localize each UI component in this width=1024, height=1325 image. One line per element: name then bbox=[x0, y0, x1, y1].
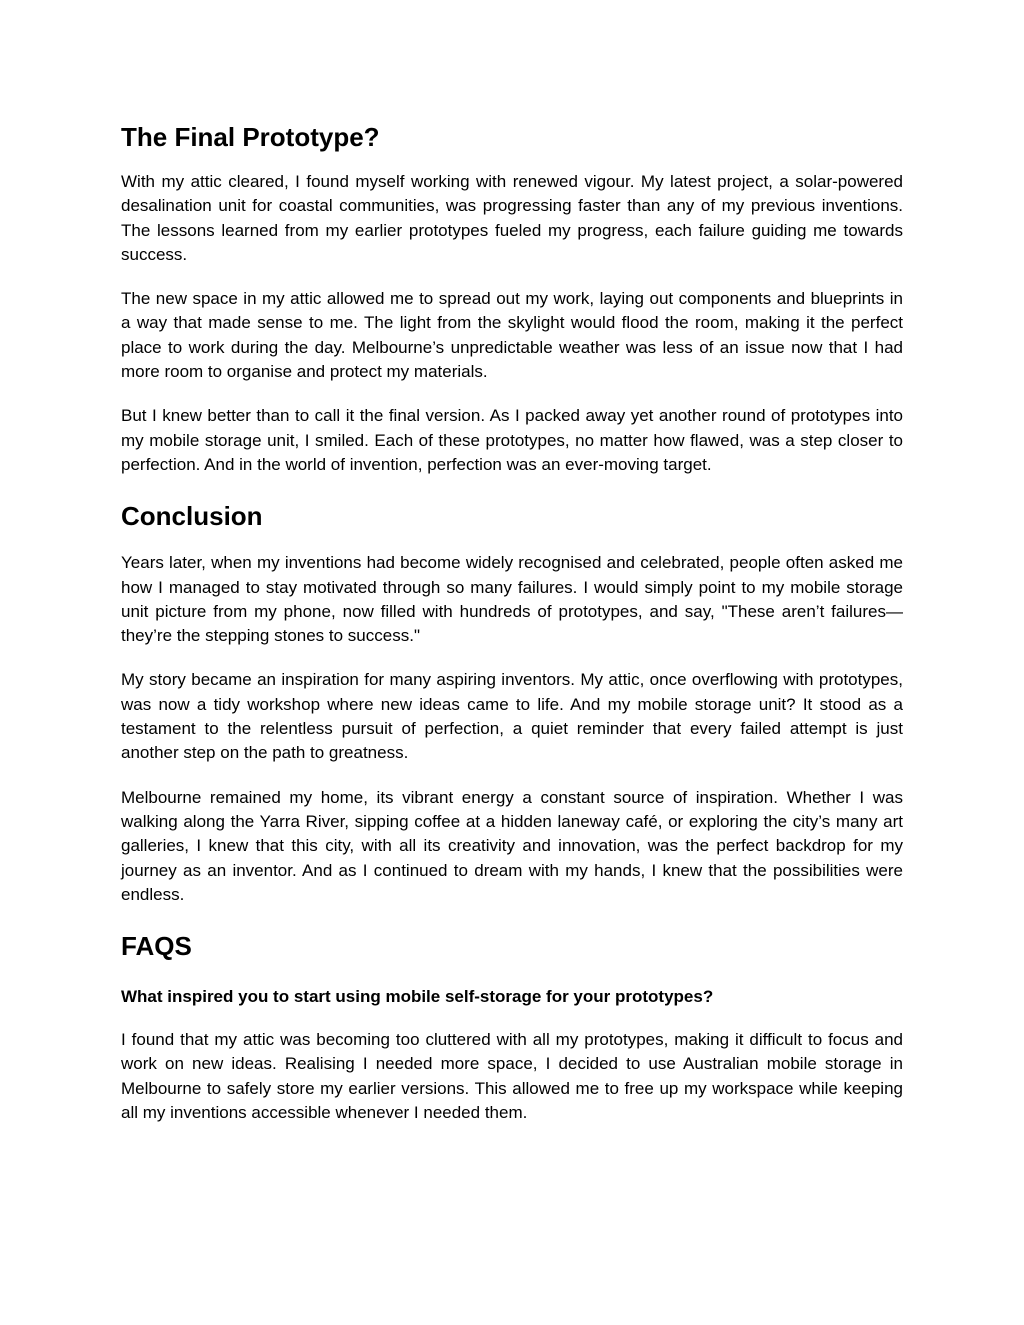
section-faqs bbox=[121, 930, 903, 1125]
paragraph: The new space in my attic allowed me to spread out my work, laying out components and blueprints in a way that made sense to me. The light from the skylight would flood the room, making it the perfect place to work during the day. Melbourne’s unpredictable weather was less of an issue now that I had more room to organise and protect my materials. bbox=[121, 289, 903, 382]
document-page bbox=[121, 0, 903, 1125]
faq-answer: I found that my attic was becoming too cluttered with all my prototypes, making it difficult to focus and work on new ideas. Realising I needed more space, I decided to use Australian mobile storage in Melbourne to safely store my earlier versions. This allowed me to free up my workspace while keeping all my inventions accessible whenever I needed them. bbox=[121, 1030, 903, 1123]
paragraph: Years later, when my inventions had become widely recognised and celebrated, people often asked me how I managed to stay motivated through so many failures. I would simply point to my mobile storage unit picture from my phone, now filled with hundreds of prototypes, and say, "These aren’t failures—they’re the stepping stones to success." bbox=[121, 553, 903, 646]
paragraph: But I knew better than to call it the final version. As I packed away yet another round of prototypes into my mobile storage unit, I smiled. Each of these prototypes, no matter how flawed, was a step closer to perfection. And in the world of invention, perfection was an ever-moving target. bbox=[121, 406, 903, 474]
heading-faqs: FAQS bbox=[121, 931, 192, 962]
paragraph: With my attic cleared, I found myself working with renewed vigour. My latest project, a solar-powered desalination unit for coastal communities, was progressing faster than any of my previous inventions. The lessons learned from my earlier prototypes fueled my progress, each failure guiding me towards success. bbox=[121, 172, 903, 264]
faq-question: What inspired you to start using mobile self-storage for your prototypes? bbox=[121, 987, 714, 1007]
section-final-prototype bbox=[121, 121, 903, 477]
section-conclusion bbox=[121, 500, 903, 907]
heading-conclusion: Conclusion bbox=[121, 501, 263, 532]
paragraph: Melbourne remained my home, its vibrant energy a constant source of inspiration. Whether I was walking along the Yarra River, sipping coffee at a hidden laneway café, or exploring the city’s many art galleries, I knew that this city, with all its creativity and innovation, was the perfect backdrop for my journey as an inventor. And as I continued to dream with my hands, I knew that the possibilities were endless. bbox=[121, 787, 903, 904]
paragraph: My story became an inspiration for many aspiring inventors. My attic, once overflowing with prototypes, was now a tidy workshop where new ideas came to life. And my mobile storage unit? It stood as a testament to the relentless pursuit of perfection, a quiet reminder that every failed attempt is just another step on the path to greatness. bbox=[121, 670, 903, 763]
heading-final-prototype: The Final Prototype? bbox=[121, 122, 380, 152]
